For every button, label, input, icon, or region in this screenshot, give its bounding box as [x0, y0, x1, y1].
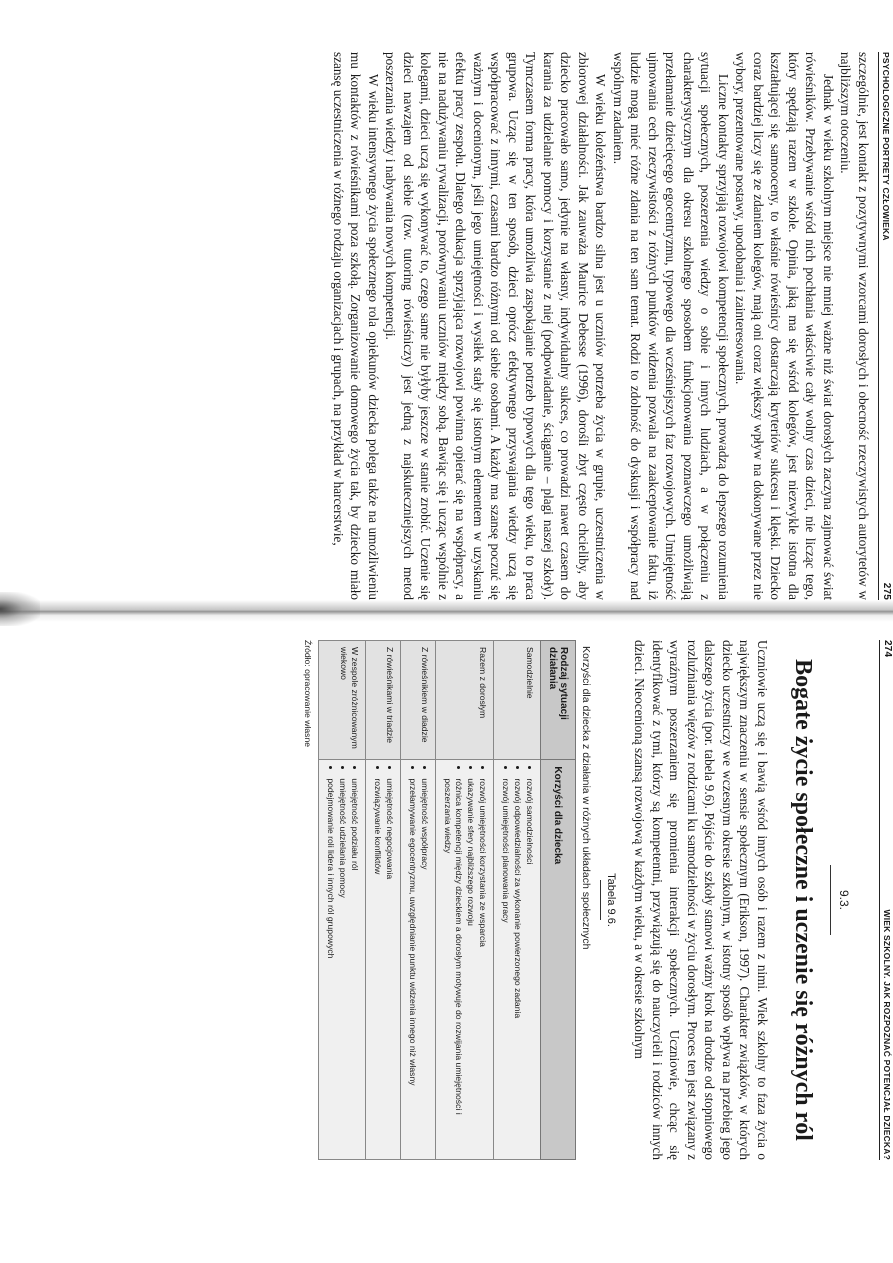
paragraph: Liczne kontakty sprzyjają rozwojowi kompetencji społecznych, prowadzą do lepszego rozumienia sytuacji społecznych, poszerzenia wiedzy o sobie i innych ludziach, a w połączeniu z charakterystycznym dla okresu szkolnego sposobem funkcjonowania poznawczego umożliwiają przełamanie dziecięcego egocentryzmu, typowego dla wcześniejszych faz rozwojowych. Umiejętność ujmowania cech rzeczywistości z różnych punktów widzenia pozwala na zaakceptowanie faktu, iż ludzie mogą mieć różne zdania na ten sam temat. Rodzi to zdolność do dyskusji i współpracy nad wspólnym zadaniem. — [611, 52, 731, 600]
table-header-row — [541, 641, 576, 1160]
benefit-item: • umiejętność udzielania pomocy — [337, 778, 348, 1153]
section-title: Bogate życie społeczne i uczenie się różnych ról — [790, 659, 816, 1141]
benefit-item: • rozwiązywanie konfliktów — [372, 778, 383, 1153]
page-275 — [112, 52, 892, 600]
section-number: 9.3. — [837, 889, 851, 910]
column-header: Rodzaj sytuacji działania — [541, 641, 576, 760]
situation-cell: Z rówieśnikiem w diadzie — [401, 641, 436, 760]
table-title: Korzyści dla dziecka z działania w różnych układach społecznych — [580, 646, 592, 950]
situation-cell: Z rówieśnikami w triadzie — [366, 641, 401, 760]
page-header — [879, 640, 893, 1160]
paragraph: Uczniowie uczą się i bawią wśród innych osób i razem z nimi. Wiek szkolny to faza życia o największym znaczeniu w sensie społecznym (Erikson, 1997). Charakter związków, w których dziecko uczestniczy we wczesnym okresie szkolnym, w istotny sposób wpływa na przebieg jego dalszego życia (por. tabela 9.6). Pójście do szkoły stanowi ważny krok na drodze od stopniowego rozluźniania więzów z rodzicami ku samodzielności w życiu dorosłym. Proces ten jest związany z wyraźnym poszerzaniem się promienia interakcji społecznych. Uczniowie, chcąc się identyfikować z tymi, którzy są kompetentni, przywiązują się do nauczycieli i rodziców innych dzieci. Nieocenioną szansą rozwojową w każdym wieku, a w okresie szkolnym — [632, 640, 770, 1160]
book-spine-edge — [0, 592, 40, 626]
situation-cell: Razem z dorosłym — [436, 641, 494, 760]
benefits-table — [318, 640, 576, 1160]
benefits-cell — [319, 760, 366, 1160]
table-row — [319, 641, 366, 1160]
body-text — [631, 640, 771, 1160]
situation-cell: W zespole zróżnicowanym wiekowo — [319, 641, 366, 760]
benefits-cell — [366, 760, 401, 1160]
paragraph: W wieku intensywnego życia społecznego rola opiekunów dziecka polega także na umożliwieniu mu kontaktów z rówieśnikami poza szkołą. Zorganizowanie domowego życia tak, by dziecko miało szansę uczestniczenia w różnego rodzaju organizacjach i grupach, na przykład w harcerstwie, — [331, 52, 381, 600]
running-head: WIEK SZKOLNY. JAK ROZPOZNAĆ POTENCJAŁ DZIECKA? — [882, 909, 892, 1160]
paragraph: Jednak w wieku szkolnym miejsce nie mniej ważne niż świat dorosłych zaczyna zajmować świat rówieśników. Przebywanie wśród nich pochłania właściwie cały wolny czas dzieci, nie licząc tego, który spędzają razem w szkole. Opinia, jaką ma się wśród kolegów, jest niezwykle istotna dla kształtującej się samooceny, to właśnie rówieśnicy dostarczają kryteriów sukcesu i klęski. Dziecko coraz bardziej liczy się ze zdaniem kolegów, mają oni coraz większy wpływ na dokonywane przez nie wybory, prezentowane postawy, upodobania i zainteresowania. — [733, 52, 836, 600]
book-fold-shadow — [0, 600, 893, 622]
paragraph: szczególnie, jest kontakt z pozytywnymi wzorcami dorosłych i obecność rzeczywistych autorytetów w najbliższym otoczeniu. — [838, 52, 871, 600]
benefit-item: • umiejętność podziału ról — [349, 778, 360, 1153]
benefit-item: • rozwój umiejętności planowania pracy — [500, 778, 511, 1153]
benefits-cell — [436, 760, 494, 1160]
divider — [600, 880, 601, 920]
benefit-item: • ukazywanie sfery najbliższego rozwoju — [465, 778, 476, 1153]
situation-cell: Samodzielnie — [494, 641, 541, 760]
page-number: 275 — [881, 582, 892, 600]
body-text — [330, 52, 873, 600]
page-header — [878, 52, 892, 600]
benefits-cell — [494, 760, 541, 1160]
benefit-item: • różnica kompetencji między dzieckiem a dorosłym motywuje do rozwijania umiejętności i poszerzania wiedzy — [442, 778, 464, 1153]
benefit-item: • rozwój odpowiedzialności za wykonanie powierzonego zadania — [512, 778, 523, 1153]
table-row — [401, 641, 436, 1160]
table-source: Źródło: opracowanie własne — [303, 640, 313, 748]
running-head: PSYCHOLOGICZNE PORTRETY CZŁOWIEKA — [881, 52, 891, 241]
benefit-item: • umiejętność negocjowania — [384, 778, 395, 1153]
benefit-item: • umiejętność współpracy — [419, 778, 430, 1153]
divider — [830, 865, 831, 935]
benefits-cell — [401, 760, 436, 1160]
column-header: Korzyści dla dziecka — [541, 760, 576, 1160]
table-row — [436, 641, 494, 1160]
table-row — [494, 641, 541, 1160]
benefit-item: • rozwój samodzielności — [524, 778, 535, 1153]
paragraph: W wieku koleżeństwa bardzo silna jest u uczniów potrzeba życia w grupie, uczestniczenia w zbiorowej działalności. Jak zauważa Maurice Debesse (1996), dorośli zbyt często chcieliby, aby dziecko pracowało samo, jedynie na własny, indywidualny sukces, co prowadzi nawet czasem do karania za udzielanie pomocy i korzystanie z niej (podpowiadanie, ściąganie – plagi naszej szkoły). Tymczasem forma pracy, która umożliwia zaspokajanie potrzeb typowych dla tego wieku, to praca grupowa. Ucząc się w ten sposób, dzieci oprócz efektywnego przyswajania wiedzy uczą się współpracować z innymi, czasami bardzo różnymi od siebie osobami. A każdy ma szansę poczuć się ważnym i docenionym, jeśli jego umiejętności i wysiłek stały się istotnym elementem w uzyskaniu efektu pracy zespołu. Dlatego edukacja sprzyjająca rozwojowi powinna opierać się na współpracy, a nie na nadużywaniu rywalizacji, porównywaniu uczniów między sobą. Bawiąc się i ucząc wspólnie z kolegami, dzieci uczą się wykonywać to, czego same nie byłyby jeszcze w stanie zrobić. Uczenie się dzieci nawzajem od siebie (tzw. tutoring rówieśniczy) jest jedną z najskuteczniejszych metod poszerzania wiedzy i nabywania nowych kompetencji. — [383, 52, 609, 600]
benefit-item: • rozwój umiejętności korzystania ze wsparcia — [477, 778, 488, 1153]
page-274 — [33, 640, 893, 1160]
benefit-item: • przełamywanie egocentryzmu, uwzględnianie punktu widzenia innego niż własny — [407, 778, 418, 1153]
table-row — [366, 641, 401, 1160]
page-number: 274 — [882, 640, 893, 658]
benefit-item: • podejmowanie roli lidera i innych ról grupowych — [325, 778, 336, 1153]
table-number: Tabela 9.6. — [605, 873, 617, 927]
